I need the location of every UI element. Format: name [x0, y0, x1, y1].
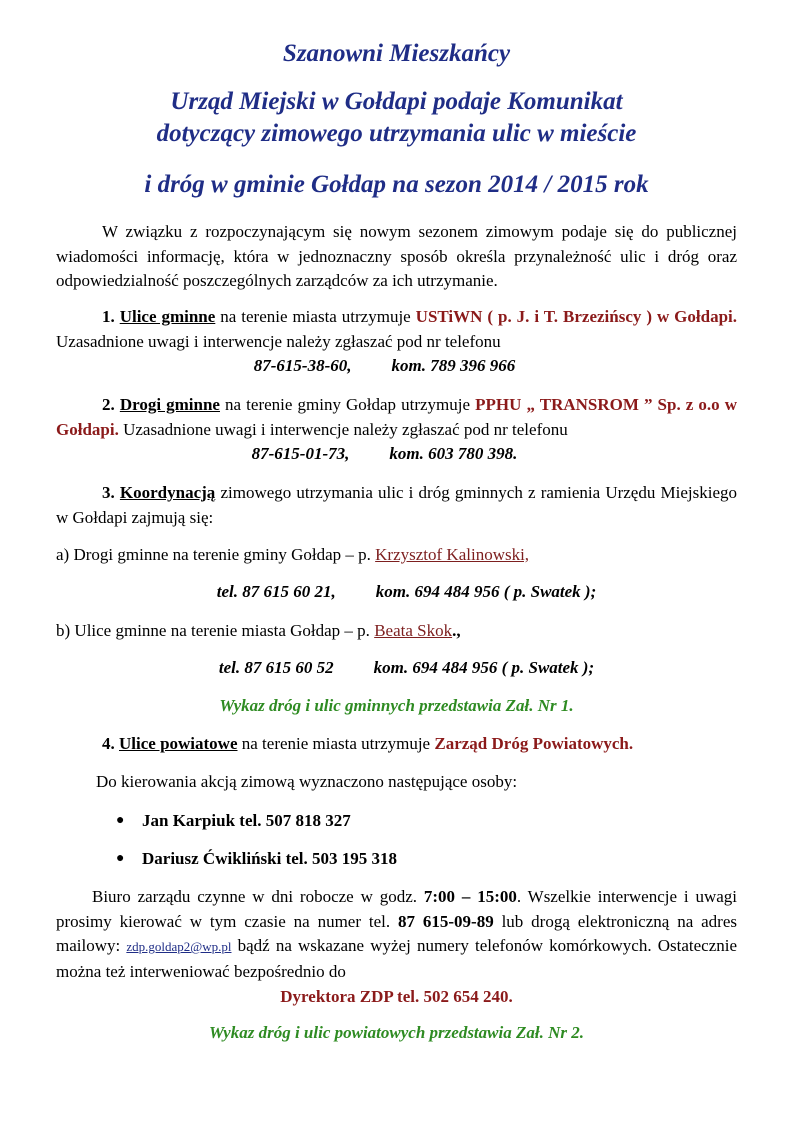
item1-mobile: kom. 789 396 966	[391, 356, 516, 375]
item1-paragraph	[56, 305, 737, 354]
office-phone: 87 615-09-89	[398, 911, 494, 931]
office-hours: 7:00 – 15:00	[423, 887, 517, 906]
item4-paragraph	[56, 732, 737, 757]
office-text1: Biuro zarządu czynne w dni robocze w godz.	[92, 887, 424, 906]
item4-persons-intro: Do kierowania akcją zimową wyznaczono następujące osoby:	[96, 772, 518, 791]
bullet-icon: ●	[116, 813, 125, 828]
item4-title: Ulice powiatowe	[119, 734, 238, 753]
item3-a-text: a) Drogi gminne na terenie gminy Gołdap – p.	[56, 545, 376, 564]
item3-b-tel: tel. 87 615 60 52	[218, 658, 334, 677]
item3-a-name-link[interactable]: Krzysztof Kalinowski,	[375, 545, 530, 564]
announcement-heading-line3: i dróg w gminie Gołdap na sezon 2014 / 2015 rok	[144, 171, 649, 198]
item3-annex: Wykaz dróg i ulic gminnych przedstawia Zał. Nr 1.	[219, 696, 574, 715]
item4-annex: Wykaz dróg i ulic powiatowych przedstawia Zał. Nr 2.	[209, 1023, 584, 1042]
item3-b-name-link[interactable]: Beata Skok	[374, 621, 453, 640]
item3-b-phones	[10, 656, 793, 680]
item3-a-tel: tel. 87 615 60 21,	[216, 582, 336, 601]
item2-company: PPHU „ TRANSROM ” Sp. z o.o w Gołdapi.	[56, 395, 737, 439]
item3-b-line	[56, 619, 737, 644]
item2-phones	[0, 442, 781, 466]
item3-number: 3.	[102, 483, 115, 502]
director-contact: Dyrektora ZDP tel. 502 654 240.	[280, 987, 513, 1006]
bullet-icon: ●	[116, 851, 125, 866]
email-link[interactable]: zdp.goldap2@wp.pl	[126, 939, 232, 954]
item1-company: USTiWN ( p. J. i T. Brzezińscy ) w Gołdapi.	[415, 307, 737, 326]
item2-mobile: kom. 603 780 398.	[389, 444, 518, 463]
announcement-heading-line1: Urząd Miejski w Gołdapi podaje Komunikat	[170, 88, 623, 115]
item3-paragraph	[56, 481, 737, 530]
office-text2: . Wszelkie interwencje i uwagi prosimy kierować w tym czasie na numer tel.	[56, 887, 737, 931]
item2-text2: Uzasadnione uwagi i interwencje należy zgłaszać pod nr telefonu	[118, 419, 568, 439]
item2-title: Drogi gminne	[119, 395, 220, 414]
person-entry: Dariusz Ćwikliński tel. 503 195 318	[142, 849, 398, 868]
item1-title: Ulice gminne	[119, 307, 216, 326]
item1-number: 1.	[102, 307, 115, 326]
item4-number: 4.	[102, 734, 115, 753]
item2-number: 2.	[102, 395, 115, 414]
office-text3: lub drogą elektroniczną na adres mailowy:	[56, 911, 737, 955]
director-line	[0, 985, 793, 1009]
item3-a-phones	[10, 580, 793, 604]
item3-b-after: .,	[452, 621, 461, 640]
office-text4: bądź na wskazane wyżej numery telefonów komórkowych. Ostatecznie można też interweniować bezpośrednio do	[56, 936, 738, 981]
announcement-heading-line2: dotyczący zimowego utrzymania ulic w mieście	[156, 120, 637, 147]
item3-b-text: b) Ulice gminne na terenie miasta Gołdap – p.	[56, 621, 375, 640]
item3-title: Koordynacją	[119, 483, 216, 502]
item3-b-kom: kom. 694 484 956 ( p. Swatek );	[373, 658, 595, 677]
item1-text2: Uzasadnione uwagi i interwencje należy zgłaszać pod nr telefonu	[56, 331, 501, 351]
person-entry: Jan Karpiuk tel. 507 818 327	[142, 811, 351, 830]
item4-annex-note	[0, 1021, 793, 1045]
item1-phone: 87-615-38-60,	[253, 356, 352, 375]
greeting-heading: Szanowni Mieszkańcy	[282, 40, 511, 67]
office-paragraph	[56, 885, 737, 984]
item2-paragraph	[56, 393, 737, 442]
item2-phone: 87-615-01-73,	[251, 444, 350, 463]
item2-text1: na terenie gminy Gołdap utrzymuje	[219, 395, 476, 414]
item1-phones	[0, 354, 781, 378]
item3-a-kom: kom. 694 484 956 ( p. Swatek );	[375, 582, 597, 601]
item3-a-line	[56, 543, 737, 568]
item3-annex-note	[0, 694, 793, 718]
item4-company: Zarząd Dróg Powiatowych.	[434, 734, 634, 753]
intro-paragraph: W związku z rozpoczynającym się nowym sezonem zimowym podaje się do publicznej wiadomości informację, która w jednoznaczny sposób określa przynależność ulic i dróg oraz odpowiedzialność poszczególnych zarządców za ich utrzymanie.	[56, 222, 737, 290]
item1-text1: na terenie miasta utrzymuje	[215, 307, 416, 326]
item4-text: na terenie miasta utrzymuje	[237, 734, 435, 753]
item3-text: zimowego utrzymania ulic i dróg gminnych z ramienia Urzędu Miejskiego w Gołdapi zajmują się:	[56, 483, 737, 527]
